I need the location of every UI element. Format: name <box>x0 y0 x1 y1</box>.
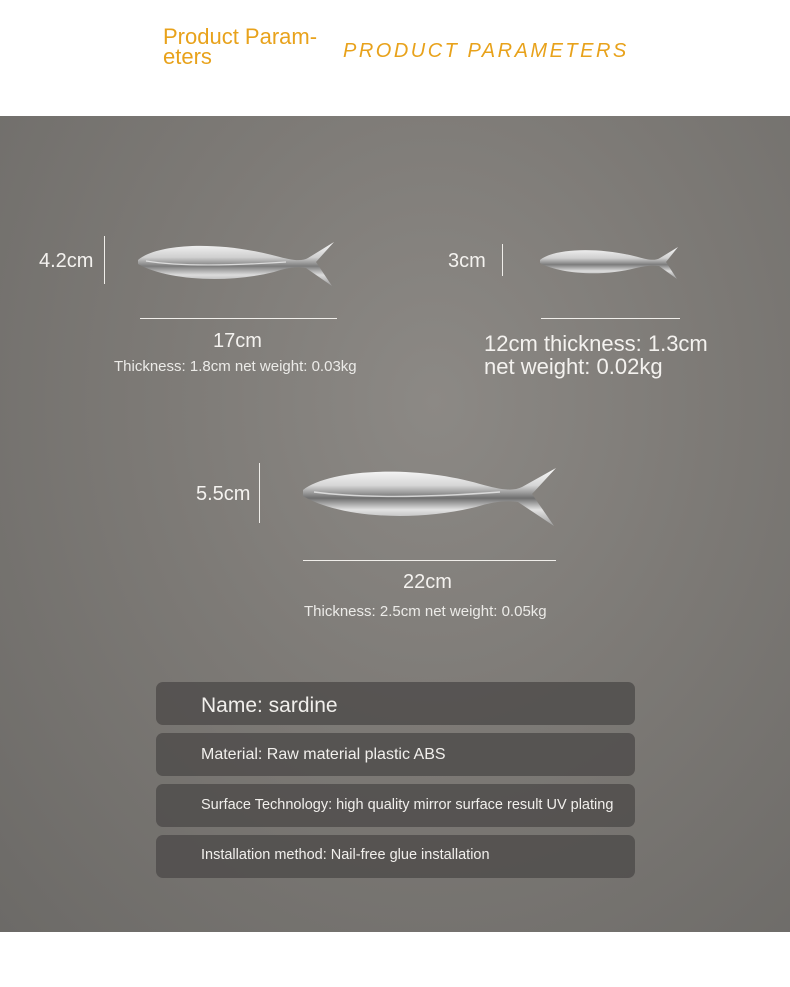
fish-3-height-line <box>259 463 260 523</box>
fish-3-length-line <box>303 560 556 561</box>
title-cn: Product Param-eters <box>163 24 318 69</box>
fish-1-height-line <box>104 236 105 284</box>
fish-1-image <box>136 236 336 292</box>
fish-3-height-label: 5.5cm <box>196 483 251 505</box>
fish-2-image <box>538 243 680 283</box>
spec-name: Name: sardine <box>201 694 338 717</box>
spec-material: Material: Raw material plastic ABS <box>201 746 446 763</box>
spec-installation: Installation method: Nail-free glue installation <box>201 847 490 863</box>
title-en: PRODUCT PARAMETERS <box>343 40 629 62</box>
spec-installation-box <box>156 835 635 878</box>
fish-1-height-label: 4.2cm <box>39 250 94 272</box>
fish-3-length-label: 22cm <box>403 571 452 593</box>
header <box>0 0 790 116</box>
fish-2-length-line <box>541 318 680 319</box>
spec-surface: Surface Technology: high quality mirror surface result UV plating <box>201 797 614 813</box>
fish-2-height-line <box>502 244 503 276</box>
spec-material-box <box>156 733 635 776</box>
fish-2-height-label: 3cm <box>448 250 486 272</box>
spec-surface-box <box>156 784 635 827</box>
spec-name-box <box>156 682 635 725</box>
footer <box>0 932 790 987</box>
fish-1-length-label: 17cm <box>213 330 262 352</box>
fish-3-details: Thickness: 2.5cm net weight: 0.05kg <box>304 603 547 620</box>
fish-3-image <box>300 462 558 532</box>
fish-1-details: Thickness: 1.8cm net weight: 0.03kg <box>114 358 357 375</box>
fish-1-length-line <box>140 318 337 319</box>
fish-2-length-details: 12cm thickness: 1.3cm net weight: 0.02kg <box>484 331 708 379</box>
